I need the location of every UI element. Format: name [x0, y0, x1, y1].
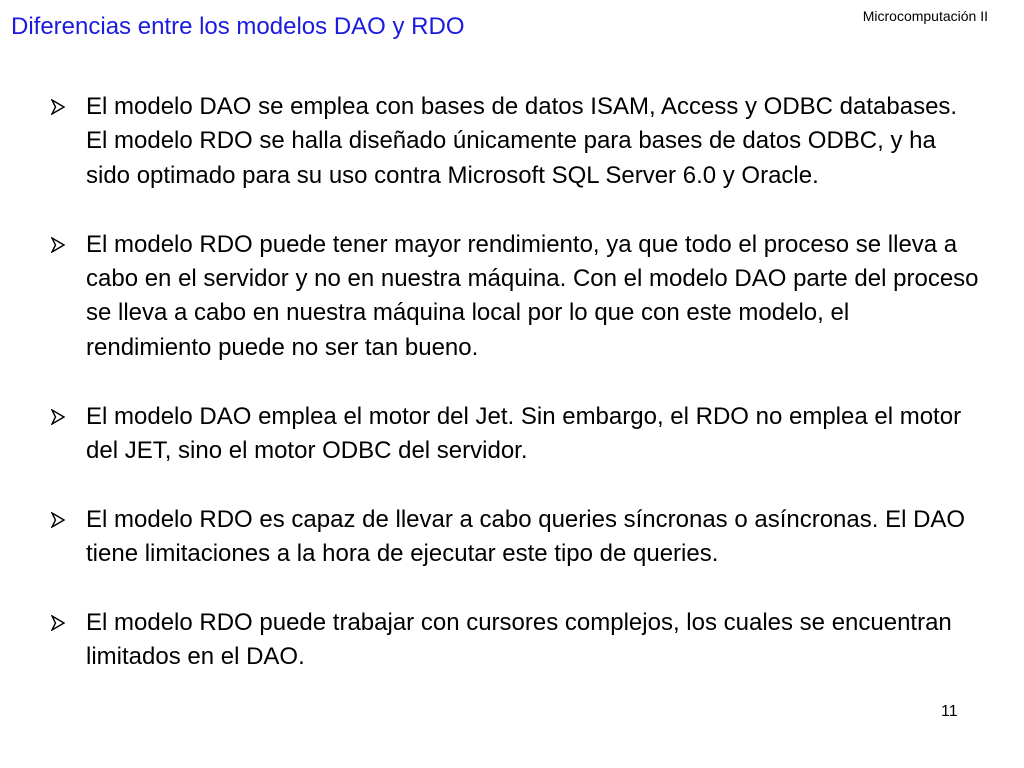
slide-title: Diferencias entre los modelos DAO y RDO	[11, 13, 465, 40]
bullet-text: El modelo DAO emplea el motor del Jet. Sin embargo, el RDO no emplea el motor del JET, sino el motor ODBC del servidor.	[86, 402, 962, 465]
arrowhead-bullet-icon	[49, 400, 69, 434]
bullet-text: El modelo RDO es capaz de llevar a cabo queries síncronas o asíncronas. El DAO tiene limitaciones a la hora de ejecutar este tipo de queries.	[86, 505, 966, 568]
bullet-item-5	[49, 606, 979, 675]
bullet-list	[49, 90, 979, 675]
bullet-text: El modelo RDO puede trabajar con cursores complejos, los cuales se encuentran limitados en el DAO.	[86, 609, 952, 671]
bullet-text: El modelo DAO se emplea con bases de datos ISAM, Access y ODBC databases. El modelo RDO se halla diseñado únicamente para bases de datos ODBC, y ha sido optimado para su uso contra Microsoft SQL Server 6.0 y Oracle.	[86, 93, 958, 189]
bullet-item-3	[49, 400, 979, 469]
bullet-text: El modelo RDO puede tener mayor rendimiento, ya que todo el proceso se lleva a cabo en el servidor y no en nuestra máquina. Con el modelo DAO parte del proceso se lleva a cabo en nuestra máquina local por lo que con este modelo, el rendimiento puede no ser tan bueno.	[86, 230, 979, 361]
page-number: 11	[941, 703, 958, 720]
arrowhead-bullet-icon	[49, 606, 69, 640]
arrowhead-bullet-icon	[49, 228, 69, 262]
bullet-item-1	[49, 90, 979, 193]
bullet-item-2	[49, 228, 979, 366]
course-label: Microcomputación II	[862, 8, 988, 24]
arrowhead-bullet-icon	[49, 90, 69, 124]
bullet-item-4	[49, 503, 979, 572]
arrowhead-bullet-icon	[49, 503, 69, 537]
